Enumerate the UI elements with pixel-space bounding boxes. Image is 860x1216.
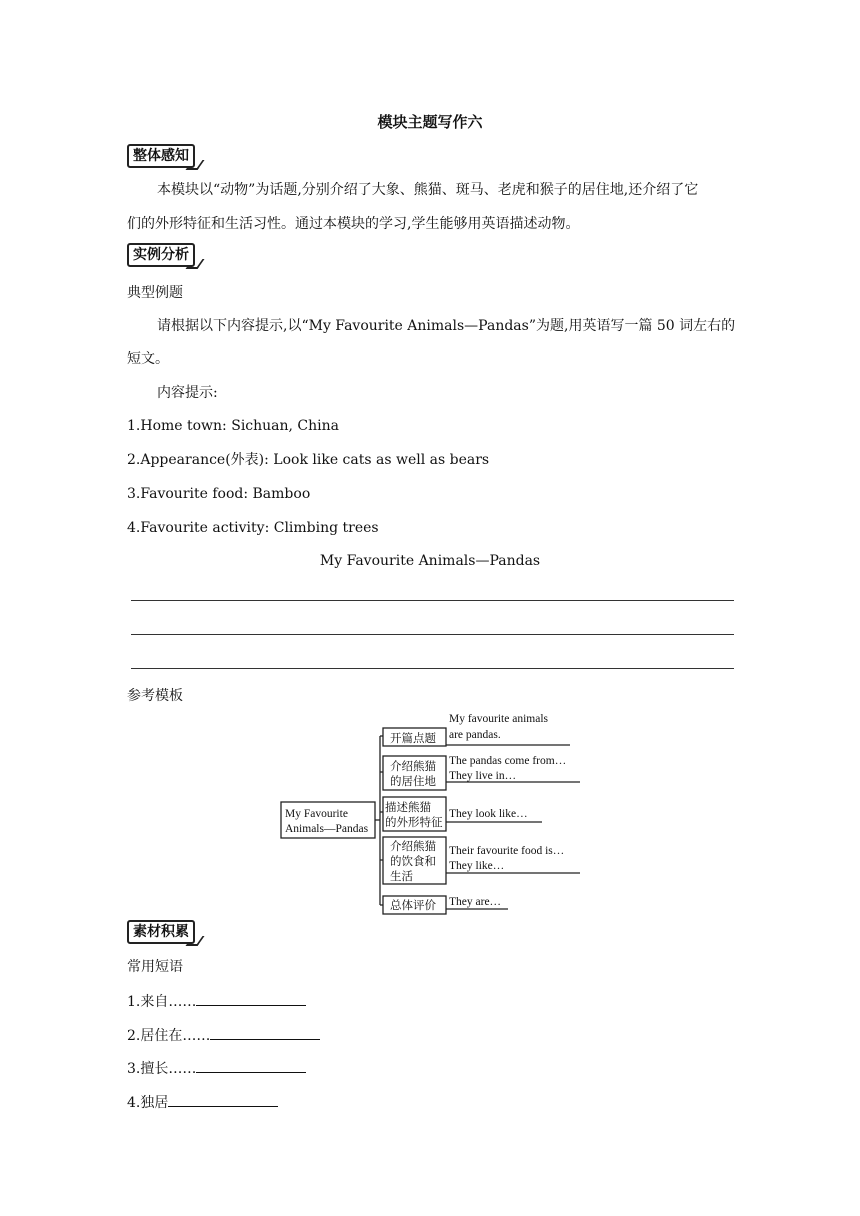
section-badge-materials: 素材积累 <box>127 920 195 944</box>
phrase-item <box>127 1058 306 1079</box>
essay-title: My Favourite Animals—Pandas <box>319 553 541 569</box>
branch-label: 开篇点题 <box>390 733 436 745</box>
phrase-item <box>127 991 306 1012</box>
phrase-item <box>127 1025 320 1046</box>
overview-paragraph-line-2: 们的外形特征和生活习性。通过本模块的学习,学生能够用英语描述动物。 <box>127 216 580 232</box>
branch-text: The pandas come from… <box>449 755 567 767</box>
hint-item: 1.Home town: Sichuan, China <box>127 418 340 434</box>
section-badge-overview: 整体感知 <box>127 144 195 168</box>
phrase-text: 3.擅长…… <box>127 1061 197 1077</box>
phrase-text: 4.独居 <box>127 1095 169 1111</box>
section-badge-example: 实例分析 <box>127 243 195 267</box>
branch-label: 生活 <box>390 871 413 883</box>
branch-label: 介绍熊猫 <box>390 761 436 773</box>
branch-text: They live in… <box>449 770 517 782</box>
overview-paragraph-line-1: 本模块以“动物”为话题,分别介绍了大象、熊猫、斑马、老虎和猴子的居住地,还介绍了它 <box>157 182 699 198</box>
mind-map-root-line: My Favourite <box>285 808 348 820</box>
branch-label: 总体评价 <box>390 900 436 912</box>
branch-label: 介绍熊猫 <box>390 841 436 853</box>
branch-text: Their favourite food is… <box>449 845 565 857</box>
answer-blank[interactable] <box>196 991 306 1006</box>
branch-label: 描述熊猫 <box>385 802 431 814</box>
mind-map-root-line: Animals—Pandas <box>285 823 369 835</box>
branch-text: They look like… <box>449 808 528 820</box>
branch-text: They like… <box>449 860 505 872</box>
prompt-line-2: 短文。 <box>127 351 169 367</box>
example-subheading: 典型例题 <box>127 285 183 301</box>
branch-label: 的居住地 <box>390 776 436 788</box>
hint-item: 2.Appearance(外表): Look like cats as well as bears <box>127 452 490 468</box>
branch-label: 的外形特征 <box>385 817 443 829</box>
phrase-item <box>127 1092 278 1113</box>
hint-item: 3.Favourite food: Bamboo <box>127 486 311 502</box>
prompt-line-1: 请根据以下内容提示,以“My Favourite Animals—Pandas”为题,用英语写一篇 50 词左右的 <box>157 318 736 334</box>
branch-label: 的饮食和 <box>390 856 436 868</box>
answer-blank[interactable] <box>196 1058 306 1073</box>
hint-item: 4.Favourite activity: Climbing trees <box>127 520 379 536</box>
branch-text: My favourite animals <box>449 713 549 725</box>
branch-text: are pandas. <box>449 729 501 741</box>
phrases-subheading: 常用短语 <box>127 959 183 975</box>
answer-blank[interactable] <box>210 1025 320 1040</box>
answer-blank[interactable] <box>168 1092 278 1107</box>
phrase-text: 1.来自…… <box>127 994 197 1010</box>
branch-text: They are… <box>449 896 502 908</box>
template-label: 参考模板 <box>127 688 183 704</box>
page-title: 模块主题写作六 <box>377 113 483 131</box>
hints-label: 内容提示: <box>157 385 218 401</box>
phrase-text: 2.居住在…… <box>127 1028 211 1044</box>
